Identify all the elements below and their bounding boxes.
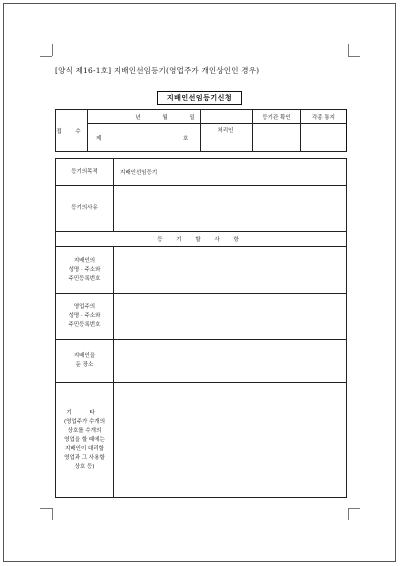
registration-target-value[interactable]: 지배인선임등기 bbox=[114, 159, 347, 186]
receipt-label: 접 수 bbox=[56, 110, 88, 152]
registration-table bbox=[55, 158, 347, 498]
owner-info-label-line1: 영업주의 bbox=[73, 304, 96, 310]
form-title: 지배인선임등기신청 bbox=[157, 91, 242, 105]
notice-label: 각종 통지 bbox=[301, 110, 347, 124]
receipt-number: 제 호 bbox=[88, 124, 253, 152]
other-label-line4: 영업을 할 때에는 bbox=[64, 436, 105, 443]
crop-mark-bottom-left-v bbox=[52, 508, 53, 520]
processor-label: 처리인 bbox=[217, 128, 234, 134]
registrar-check-cell[interactable] bbox=[253, 124, 301, 152]
crop-mark-top-left-v bbox=[52, 44, 53, 56]
form-subtitle: 지배인선임등기(영업주가 개인상인인 경우) bbox=[113, 66, 260, 75]
office-location-label-line2: 둔 장소 bbox=[75, 362, 94, 368]
office-location-label bbox=[56, 340, 114, 383]
crop-mark-bottom-right-h bbox=[348, 508, 360, 509]
registrar-check-label: 등기관 확인 bbox=[253, 110, 301, 124]
crop-mark-bottom-left-h bbox=[40, 508, 52, 509]
other-label-line7: 상호 등) bbox=[74, 463, 95, 470]
crop-mark-top-right-v bbox=[348, 44, 349, 56]
manager-info-label-line2: 성명 · 주소와 bbox=[68, 266, 101, 273]
notice-cell[interactable] bbox=[301, 124, 347, 152]
receipt-date: 년 월 일 bbox=[88, 110, 253, 124]
manager-info-label-line3: 주민등록번호 bbox=[68, 275, 101, 282]
owner-info-label-line2: 성명 · 주소와 bbox=[68, 313, 101, 319]
registration-target-label: 등기의목적 bbox=[56, 159, 114, 186]
other-label-line2: (영업주가 수개의 bbox=[63, 418, 106, 425]
registration-cause-label: 등기의사유 bbox=[56, 186, 114, 232]
crop-mark-top-right-h bbox=[348, 56, 360, 57]
manager-info-label bbox=[56, 247, 114, 294]
crop-mark-top-left-h bbox=[40, 56, 52, 57]
office-location-label-line1: 지배인을 bbox=[73, 353, 96, 359]
office-location-value[interactable] bbox=[114, 340, 347, 383]
manager-info-label-line1: 지배인의 bbox=[73, 257, 96, 264]
crop-mark-bottom-right-v bbox=[348, 508, 349, 520]
registration-cause-value[interactable] bbox=[114, 186, 347, 232]
owner-info-label bbox=[56, 294, 114, 340]
other-label-line6: 영업과 그 사용할 bbox=[64, 454, 105, 461]
form-number: [양식 제16-1호] bbox=[55, 66, 112, 75]
matters-header: 등 기 할 사 항 bbox=[56, 232, 347, 247]
form-number-line bbox=[55, 65, 259, 76]
other-label-line3: 상호를 수개의 bbox=[67, 427, 102, 434]
processor-block bbox=[200, 109, 250, 151]
other-label-line1: 기 타 bbox=[66, 409, 103, 416]
other-label bbox=[56, 383, 114, 498]
other-value[interactable] bbox=[114, 383, 347, 498]
manager-info-value[interactable] bbox=[114, 247, 347, 294]
owner-info-label-line3: 주민등록번호 bbox=[68, 322, 101, 328]
other-label-line5: 지배인이 대리할 bbox=[65, 445, 104, 452]
owner-info-value[interactable] bbox=[114, 294, 347, 340]
